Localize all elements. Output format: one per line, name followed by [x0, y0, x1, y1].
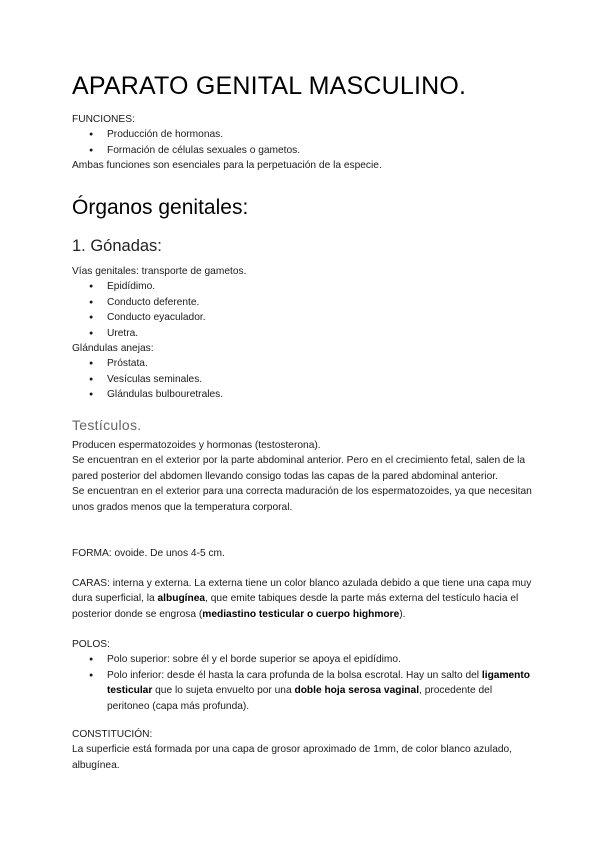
paragraph: Se encuentran en el exterior por la parte abdominal anterior. Pero en el crecimiento fetal, salen de la pared posterior del abdomen llevando consigo todas las capas de la pared abdominal anterior.: [72, 455, 526, 482]
bold-term: ligamento testicular: [107, 669, 531, 697]
paragraph: Se encuentran en el exterior para una correcta maduración de los espermatozoides, ya que necesitan unos grados menos que la temperatura corporal.: [72, 486, 532, 513]
list-item: [72, 668, 532, 714]
caras-text: [72, 576, 532, 622]
list-item: ● Formación de células sexuales o gametos.: [72, 143, 532, 158]
constitucion-section: [72, 727, 532, 773]
list-item: ● Uretra.: [72, 326, 532, 341]
polos-section: [72, 637, 532, 714]
page-title: APARATO GENITAL MASCULINO.: [72, 72, 467, 100]
text-run: ).: [399, 608, 406, 620]
text-run: CARAS: interna y externa. La externa tiene un color blanco azulada debido a que tiene una capa muy dura superficial, la: [72, 578, 532, 605]
list-item: ● Conducto eyaculador.: [72, 310, 532, 325]
forma-text: FORMA: ovoide. De unos 4-5 cm.: [72, 548, 225, 559]
polos-list: [72, 652, 532, 714]
list-item: ● Conducto deferente.: [72, 295, 532, 310]
text-run: Polo inferior: desde él hasta la cara profunda de la bolsa escrotal. Hay un salto del: [107, 669, 482, 681]
vias-section: [72, 264, 532, 403]
glandulas-list: [72, 356, 532, 402]
bold-term: mediastino testicular o cuerpo highmore: [202, 608, 400, 620]
constitucion-label: CONSTITUCIÓN:: [72, 729, 153, 740]
caras-paragraph: [72, 576, 532, 622]
funciones-note: Ambas funciones son esenciales para la perpetuación de la especie.: [72, 160, 382, 172]
polos-label: POLOS:: [72, 639, 110, 650]
glandulas-label: Glándulas anejas:: [72, 343, 154, 355]
list-item: ● Polo superior: sobre él y el borde superior se apoya el epidídimo.: [72, 652, 532, 667]
funciones-label: FUNCIONES:: [72, 114, 135, 125]
list-item: ● Epidídimo.: [72, 279, 532, 294]
text-run: que lo sujeta envuelto por una: [152, 685, 295, 697]
list-item: ● Producción de hormonas.: [72, 127, 532, 142]
section-heading-organos: Órganos genitales:: [72, 196, 249, 219]
vias-list: [72, 279, 532, 341]
list-item: ● Glándulas bulbouretrales.: [72, 387, 532, 402]
constitucion-text: La superficie está formada por una capa de grosor aproximado de 1mm, de color blanco azulado, albugínea.: [72, 744, 513, 771]
bold-term: doble hoja serosa vaginal: [294, 685, 420, 697]
subsection-heading-testiculos: Testículos.: [72, 417, 142, 433]
forma-paragraph: [72, 546, 532, 561]
testiculos-intro: [72, 438, 532, 515]
list-item: ● Próstata.: [72, 356, 532, 371]
list-item: ● Vesículas seminales.: [72, 372, 532, 387]
funciones-section: [72, 112, 532, 174]
text-run: , que emite tabiques desde la parte más externa del testículo hacia el posterior donde se engrosa (: [72, 593, 519, 620]
paragraph: Producen espermatozoides y hormonas (testosterona).: [72, 440, 321, 451]
subsection-heading-gonadas: 1. Gónadas:: [72, 237, 162, 255]
funciones-list: [72, 127, 532, 158]
vias-label: Vías genitales: transporte de gametos.: [72, 266, 247, 277]
text-run: , procedente del peritoneo (capa más profunda).: [107, 685, 493, 712]
bold-term: albugínea: [157, 593, 206, 605]
